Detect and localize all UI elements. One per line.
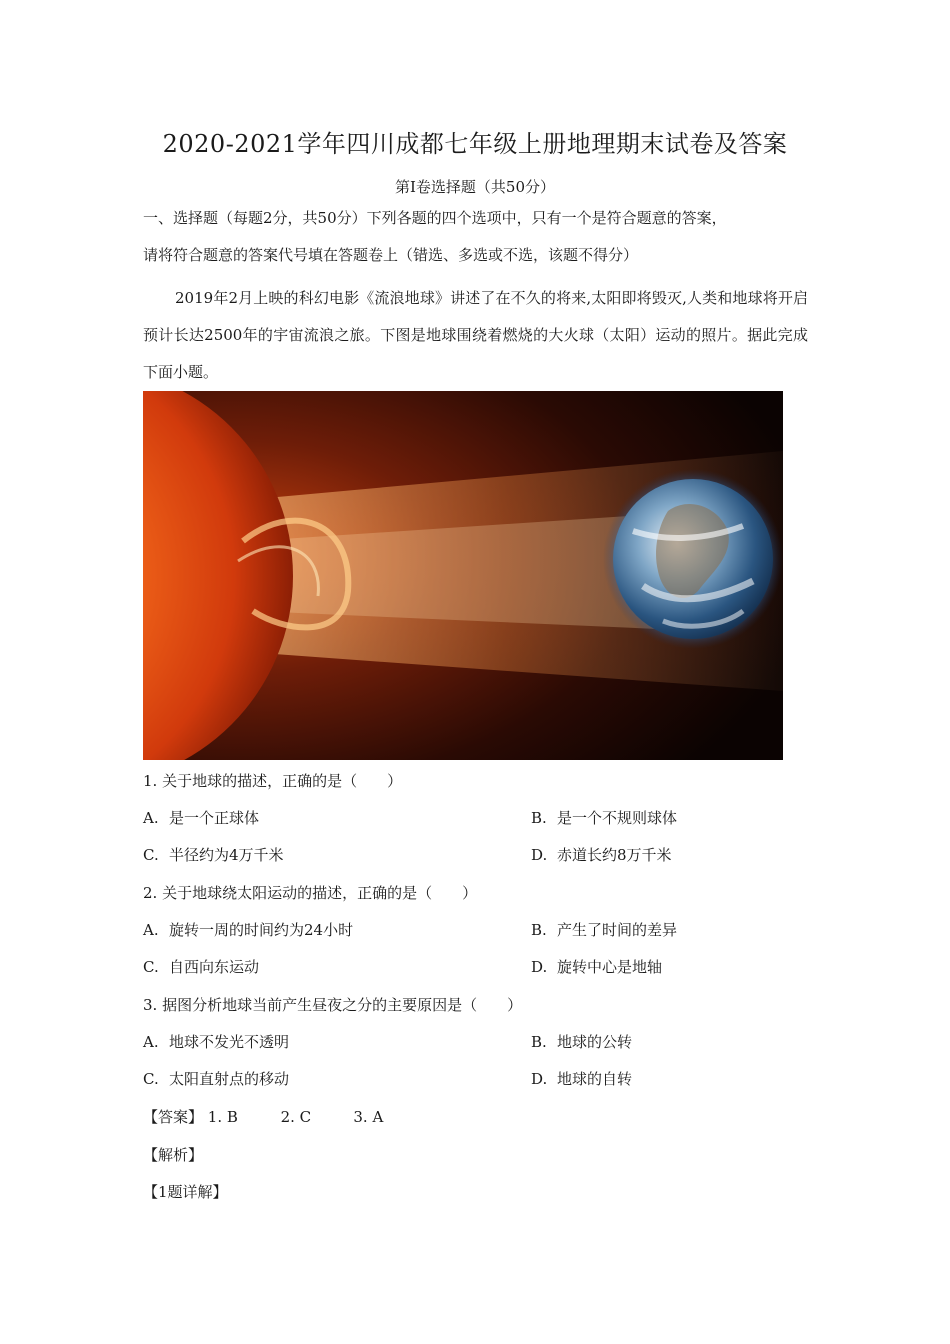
option-text: 是一个正球体 — [169, 809, 260, 827]
answer-line — [143, 1107, 383, 1127]
option-key: A. — [143, 1033, 159, 1051]
q2-option-b — [531, 920, 677, 940]
q2-option-c — [143, 957, 259, 977]
question-1: 1. 关于地球的描述，正确的是（ ） — [143, 772, 403, 790]
instructions-line-2: 请将符合题意的答案代号填在答题卷上（错选、多选或不选，该题不得分） — [143, 246, 639, 264]
q2-option-d — [531, 957, 662, 977]
section-subtitle: 第Ⅰ卷选择题（共50分） — [394, 178, 555, 196]
q1-option-c — [143, 845, 284, 865]
answer-1: 1. B — [207, 1108, 238, 1126]
option-key: D. — [531, 1070, 548, 1088]
question-2: 2. 关于地球绕太阳运动的描述，正确的是（ ） — [143, 884, 478, 902]
option-key: C. — [143, 958, 159, 976]
answer-2: 2. C — [280, 1108, 312, 1126]
q3-option-a — [143, 1032, 289, 1052]
option-text: 地球不发光不透明 — [169, 1033, 290, 1051]
page-title: 2020-2021学年四川成都七年级上册地理期末试卷及答案 — [162, 130, 788, 158]
answer-label: 【答案】 — [143, 1108, 204, 1126]
option-key: B. — [531, 921, 547, 939]
option-text: 太阳直射点的移动 — [169, 1070, 290, 1088]
q3-option-b — [531, 1032, 632, 1052]
answer-3: 3. A — [353, 1108, 384, 1126]
instructions-line-1: 一、选择题（每题2分，共50分）下列各题的四个选项中，只有一个是符合题意的答案， — [143, 209, 727, 227]
question-3: 3. 据图分析地球当前产生昼夜之分的主要原因是（ ） — [143, 996, 523, 1014]
q1-option-d — [531, 845, 672, 865]
analysis-detail-label: 【1题详解】 — [143, 1183, 228, 1201]
option-text: 赤道长约8万千米 — [557, 846, 672, 864]
option-text: 是一个不规则球体 — [557, 809, 678, 827]
q3-option-c — [143, 1069, 289, 1089]
option-text: 旋转一周的时间约为24小时 — [169, 921, 354, 939]
option-text: 产生了时间的差异 — [557, 921, 678, 939]
option-text: 自西向东运动 — [169, 958, 260, 976]
q3-option-d — [531, 1069, 632, 1089]
option-key: B. — [531, 809, 547, 827]
analysis-label: 【解析】 — [143, 1146, 204, 1164]
q1-option-a — [143, 808, 259, 828]
passage-text: 2019年2月上映的科幻电影《流浪地球》讲述了在不久的将来,太阳即将毁灭,人类和地球将开启预计长达2500年的宇宙流浪之旅。下图是地球围绕着燃烧的大火球（太阳）运动的照片。据此完成下面小题。 — [143, 289, 808, 381]
option-text: 地球的公转 — [557, 1033, 633, 1051]
option-key: D. — [531, 846, 548, 864]
option-text: 半径约为4万千米 — [169, 846, 284, 864]
option-key: D. — [531, 958, 548, 976]
option-key: A. — [143, 809, 159, 827]
option-key: C. — [143, 1070, 159, 1088]
option-key: C. — [143, 846, 159, 864]
q1-option-b — [531, 808, 677, 828]
option-text: 地球的自转 — [557, 1070, 633, 1088]
instructions — [143, 200, 808, 274]
q2-option-a — [143, 920, 353, 940]
option-key: B. — [531, 1033, 547, 1051]
sun-earth-illustration — [143, 391, 783, 760]
option-key: A. — [143, 921, 159, 939]
sun-earth-image — [143, 391, 783, 760]
option-text: 旋转中心是地轴 — [557, 958, 663, 976]
